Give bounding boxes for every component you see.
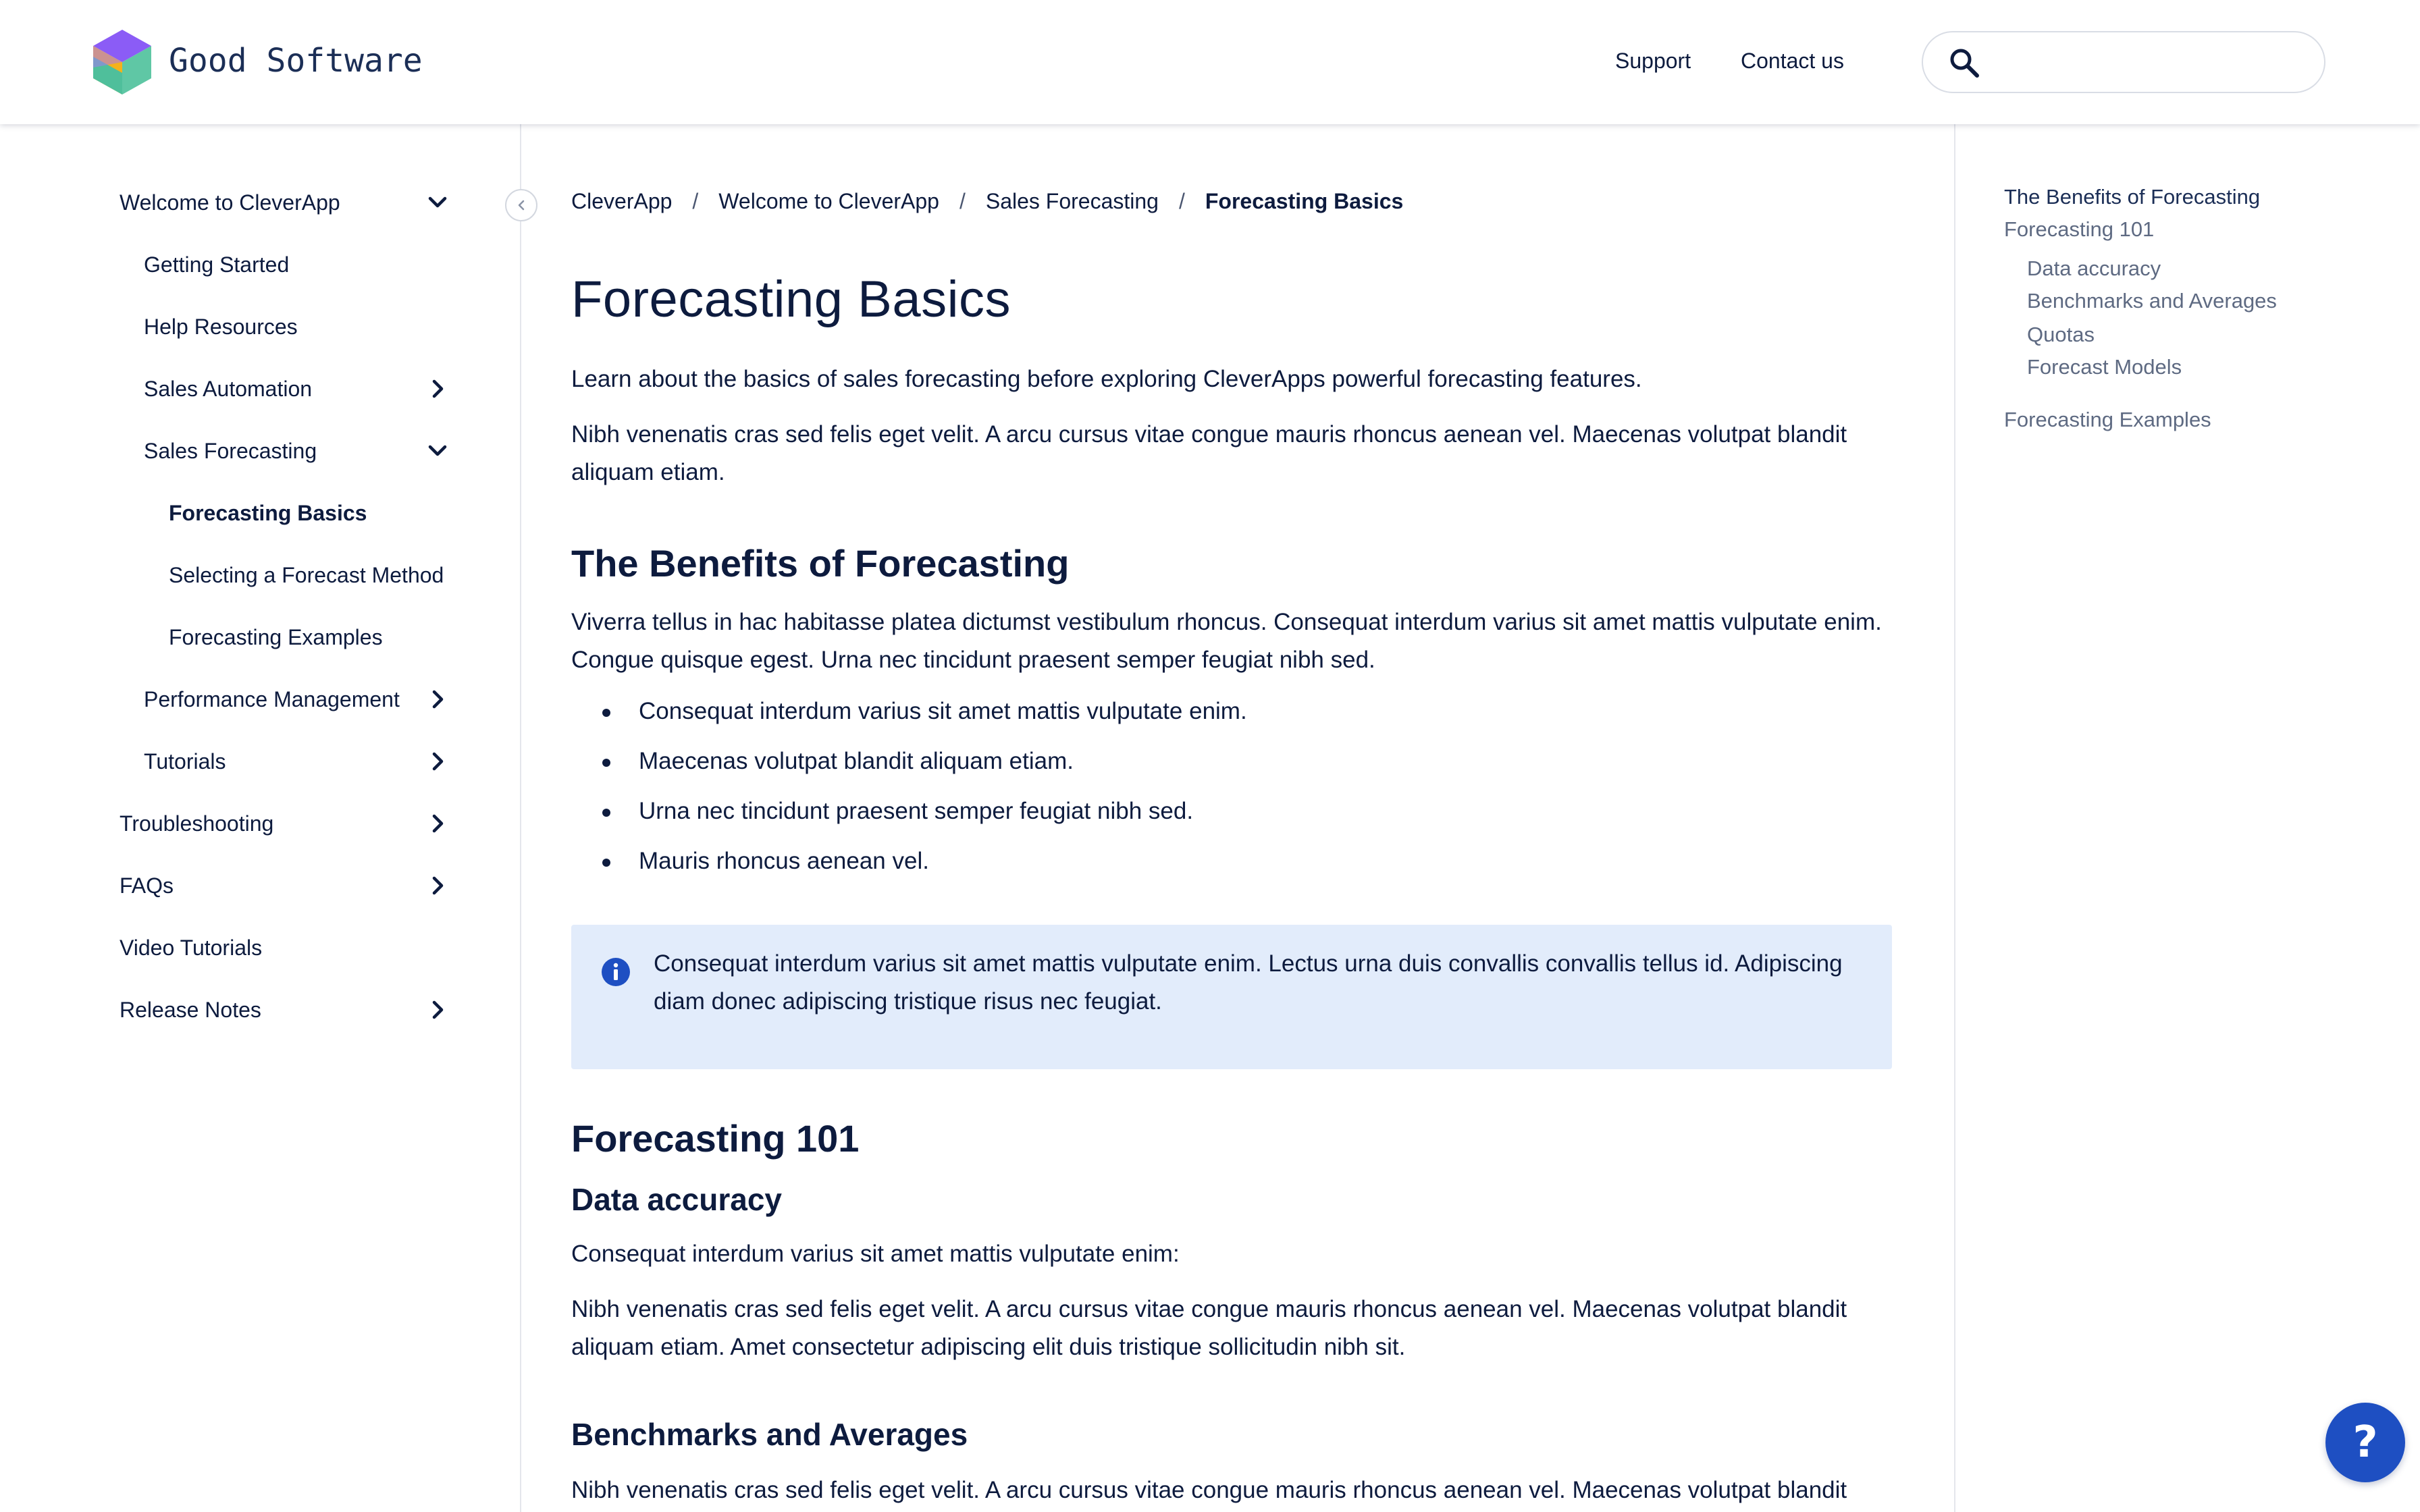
sidebar-item-label: Forecasting Basics <box>169 500 367 525</box>
intro-paragraph: Nibh venenatis cras sed felis eget velit. A arcu cursus vitae congue mauris rhoncus aenean vel. Maecenas volutpat blandit aliquam etiam. <box>571 421 1847 485</box>
toc-item-quotas[interactable]: Quotas <box>2027 323 2095 346</box>
sidebar-item-label: Getting Started <box>144 252 290 277</box>
chevron-right-icon[interactable] <box>424 748 451 775</box>
table-of-contents <box>1954 124 2420 1512</box>
search-icon[interactable] <box>1947 46 1982 81</box>
sidebar-item-tutorials[interactable] <box>144 737 226 786</box>
forecasting-101-heading: Forecasting 101 <box>571 1117 860 1160</box>
benchmarks-paragraph: Nibh venenatis cras sed felis eget velit. A arcu cursus vitae congue mauris rhoncus aenean vel. Maecenas volutpat blandit <box>571 1477 1847 1503</box>
sidebar-item-label: Performance Management <box>144 686 400 711</box>
breadcrumb-cleverapp[interactable]: CleverApp <box>571 189 673 213</box>
sidebar-item-label: Sales Forecasting <box>144 438 317 463</box>
callout-text: Consequat interdum varius sit amet mattis vulputate enim. Lectus urna duis convallis convallis tellus id. Adipiscing diam donec adipiscing tristique risus nec feugiat. <box>654 950 1843 1015</box>
breadcrumb-current: Forecasting Basics <box>1205 189 1404 213</box>
toc-item-forecasting-101[interactable]: Forecasting 101 <box>2004 217 2155 241</box>
sidebar-item-sales-automation[interactable] <box>144 364 312 413</box>
benchmarks-heading: Benchmarks and Averages <box>571 1417 968 1452</box>
data-accuracy-paragraph: Nibh venenatis cras sed felis eget velit. A arcu cursus vitae congue mauris rhoncus aenean vel. Maecenas volutpat blandit aliquam etiam. Amet consectetur adipiscing elit duis tristique sollicitudin nibh sit. <box>571 1296 1847 1360</box>
sidebar-item-label: Welcome to CleverApp <box>120 190 340 215</box>
data-accuracy-heading: Data accuracy <box>571 1182 782 1217</box>
sidebar-item-sales-forecasting[interactable] <box>144 427 317 475</box>
contact-us-link[interactable]: Contact us <box>1741 49 1844 73</box>
breadcrumb-sales-forecasting[interactable]: Sales Forecasting <box>985 189 1159 213</box>
page-title: Forecasting Basics <box>571 271 1011 328</box>
sidebar-item-video-tutorials[interactable] <box>120 923 262 972</box>
benefits-heading: The Benefits of Forecasting <box>571 542 1070 585</box>
top-header <box>0 0 2420 124</box>
toc-item-forecast-models[interactable]: Forecast Models <box>2027 355 2182 379</box>
breadcrumb-welcome[interactable]: Welcome to CleverApp <box>718 189 939 213</box>
sidebar-item-label: Tutorials <box>144 749 226 774</box>
sidebar-item-label: Troubleshooting <box>120 811 274 836</box>
list-item: Mauris rhoncus aenean vel. <box>571 842 1895 892</box>
list-item: Maecenas volutpat blandit aliquam etiam. <box>571 742 1895 792</box>
sidebar-item-faqs[interactable] <box>120 861 174 910</box>
sidebar-item-label: Selecting a Forecast Method <box>169 562 444 587</box>
help-label: ? <box>2352 1418 2378 1467</box>
help-button[interactable] <box>2325 1403 2405 1482</box>
sidebar-item-performance-management[interactable] <box>144 675 400 724</box>
brand-name[interactable]: Good Software <box>169 42 423 80</box>
sidebar-item-label: FAQs <box>120 873 174 898</box>
sidebar-item-release-notes[interactable] <box>120 986 261 1034</box>
chevron-down-icon[interactable] <box>424 189 451 216</box>
data-accuracy-intro: Consequat interdum varius sit amet mattis vulputate enim: <box>571 1241 1180 1267</box>
sidebar-item-selecting-forecast-method[interactable] <box>169 551 444 599</box>
collapse-sidebar-button[interactable] <box>505 189 537 221</box>
search-box[interactable] <box>1922 31 2325 93</box>
toc-item-benchmarks[interactable]: Benchmarks and Averages <box>2027 289 2277 313</box>
chevron-right-icon[interactable] <box>424 872 451 899</box>
sidebar-item-forecasting-examples[interactable] <box>169 613 383 662</box>
toc-item-benefits[interactable]: The Benefits of Forecasting <box>2004 185 2261 209</box>
chevron-right-icon[interactable] <box>424 996 451 1023</box>
chevron-right-icon[interactable] <box>424 810 451 837</box>
search-input[interactable] <box>1991 43 2301 82</box>
logo-icon[interactable] <box>93 30 151 94</box>
sidebar-item-getting-started[interactable] <box>144 240 289 289</box>
sidebar-item-troubleshooting[interactable] <box>120 799 273 848</box>
sidebar-item-welcome[interactable] <box>120 178 340 227</box>
sidebar-item-label: Help Resources <box>144 314 298 339</box>
breadcrumb-separator: / <box>959 189 966 213</box>
chevron-down-icon[interactable] <box>424 437 451 464</box>
benefits-paragraph: Viverra tellus in hac habitasse platea dictumst vestibulum rhoncus. Consequat interdum varius sit amet mattis vulputate enim. Congue quisque egest. Urna nec tincidunt praesent semper feugiat nibh sed. <box>571 609 1882 673</box>
sidebar-item-label: Forecasting Examples <box>169 624 383 649</box>
sidebar-item-forecasting-basics[interactable] <box>169 489 367 537</box>
list-item: Urna nec tincidunt praesent semper feugiat nibh sed. <box>571 792 1895 842</box>
info-callout <box>571 925 1892 1069</box>
toc-item-forecasting-examples[interactable]: Forecasting Examples <box>2004 408 2211 431</box>
sidebar-nav <box>0 124 521 1512</box>
chevron-right-icon[interactable] <box>424 375 451 402</box>
support-link[interactable]: Support <box>1615 49 1691 73</box>
intro-text: Learn about the basics of sales forecasting before exploring CleverApps powerful forecasting features. <box>571 366 1642 392</box>
info-icon <box>601 957 631 987</box>
breadcrumb-separator: / <box>692 189 699 213</box>
help-icon <box>2325 1403 2405 1482</box>
benefits-list <box>571 693 1895 892</box>
sidebar-item-label: Sales Automation <box>144 376 313 401</box>
breadcrumb-separator: / <box>1178 189 1185 213</box>
sidebar-item-label: Video Tutorials <box>120 935 263 960</box>
chevron-left-icon <box>513 197 529 213</box>
chevron-right-icon[interactable] <box>424 686 451 713</box>
breadcrumb <box>571 189 1403 214</box>
list-item: Consequat interdum varius sit amet mattis vulputate enim. <box>571 693 1895 742</box>
sidebar-item-label: Release Notes <box>120 997 261 1022</box>
sidebar-item-help-resources[interactable] <box>144 302 298 351</box>
toc-item-data-accuracy[interactable]: Data accuracy <box>2027 256 2161 280</box>
